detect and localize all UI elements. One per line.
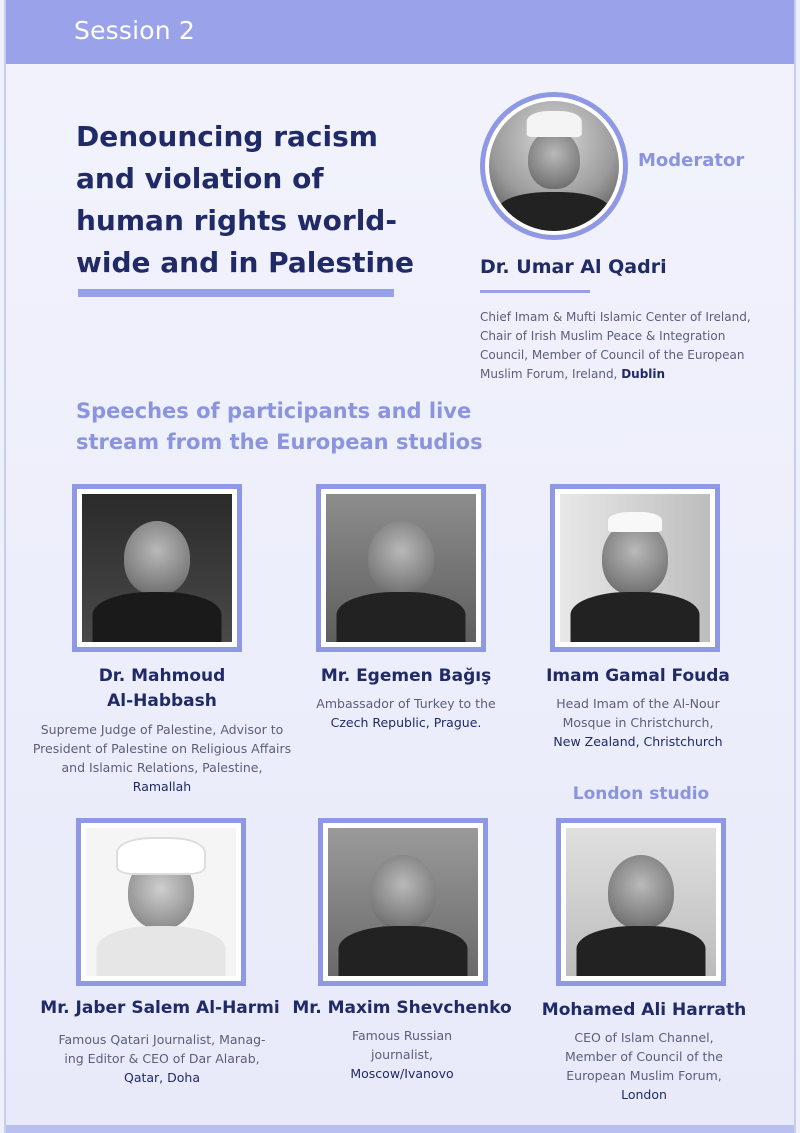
desc-line: Supreme Judge of Palestine, Advisor to xyxy=(40,722,284,737)
participant-photo-shevchenko xyxy=(318,818,488,986)
participant-description xyxy=(32,720,292,796)
participant-description xyxy=(276,694,536,732)
session-label: Session 2 xyxy=(74,16,196,45)
desc-city: London xyxy=(621,1087,667,1102)
title-underline xyxy=(78,289,394,297)
title-line: human rights world- xyxy=(76,204,397,237)
page-title xyxy=(76,116,436,284)
desc-line: European Muslim Forum, xyxy=(566,1068,722,1083)
participant-description xyxy=(514,1028,774,1104)
participant-description xyxy=(272,1026,532,1083)
desc-line: Member of Council of the xyxy=(565,1049,723,1064)
moderator-photo xyxy=(480,92,628,240)
desc-line: Famous Qatari Journalist, Manag- xyxy=(58,1032,266,1047)
participant-photo-fouda xyxy=(550,484,720,652)
heading-line: stream from the European studios xyxy=(76,430,483,454)
desc-line xyxy=(32,1068,292,1087)
title-line: and violation of xyxy=(76,162,324,195)
london-studio-label: London studio xyxy=(572,784,710,804)
desc-line: ing Editor & CEO of Dar Alarab, xyxy=(64,1051,260,1066)
desc-line: President of Palestine on Religious Affairs xyxy=(32,741,292,756)
name-line: Al-Habbash xyxy=(107,691,217,711)
participant-description xyxy=(32,1030,292,1087)
participant-photo-habbash xyxy=(72,484,242,652)
moderator-description xyxy=(480,308,780,384)
desc-city: Moscow/Ivanovo xyxy=(350,1066,454,1081)
session-header-bar xyxy=(6,0,794,64)
speeches-heading xyxy=(76,396,516,458)
moderator-name: Dr. Umar Al Qadri xyxy=(480,256,667,278)
participant-name: Mohamed Ali Harrath xyxy=(541,1000,747,1020)
moderator-role: Moderator xyxy=(638,150,745,171)
desc-line: CEO of Islam Channel, xyxy=(574,1030,714,1045)
desc-city: New Zealand, Christchurch xyxy=(553,734,723,749)
desc-line xyxy=(272,1064,532,1083)
desc-text: Muslim Forum, Ireland, xyxy=(480,367,618,381)
desc-line: Ambassador of Turkey to the xyxy=(316,696,496,711)
desc-line: Council, Member of Council of the European xyxy=(480,348,745,362)
footer-bar xyxy=(6,1125,794,1133)
participant-description xyxy=(508,694,768,751)
desc-city: Dublin xyxy=(621,367,666,381)
desc-line xyxy=(32,758,292,796)
session-page xyxy=(4,0,796,1133)
participant-name xyxy=(42,664,282,714)
moderator-underline xyxy=(480,290,590,293)
desc-line: Head Imam of the Al-Nour xyxy=(556,696,720,711)
desc-line: Mosque in Christchurch, xyxy=(562,715,714,730)
desc-line xyxy=(508,732,768,751)
desc-city: Qatar, Doha xyxy=(123,1070,200,1085)
participant-name: Mr. Maxim Shevchenko xyxy=(292,998,512,1018)
title-line: wide and in Palestine xyxy=(76,246,414,279)
participant-name: Imam Gamal Fouda xyxy=(546,666,730,686)
desc-line: journalist, xyxy=(371,1047,433,1062)
desc-line xyxy=(276,713,536,732)
participant-name: Mr. Jaber Salem Al-Harmi xyxy=(40,998,280,1018)
desc-line: Chief Imam & Mufti Islamic Center of Ireland, xyxy=(480,310,751,324)
participant-photo-bagis xyxy=(316,484,486,652)
desc-text: and Islamic Relations, Palestine, xyxy=(61,760,263,775)
participant-photo-harrath xyxy=(556,818,726,986)
desc-city: Ramallah xyxy=(132,779,192,794)
desc-line: Chair of Irish Muslim Peace & Integration xyxy=(480,329,726,343)
heading-line: Speeches of participants and live xyxy=(76,399,472,423)
participant-name: Mr. Egemen Bağış xyxy=(320,666,492,686)
desc-city: Czech Republic, Prague. xyxy=(330,715,482,730)
desc-line xyxy=(514,1085,774,1104)
name-line: Dr. Mahmoud xyxy=(98,666,226,686)
title-line: Denouncing racism xyxy=(76,120,378,153)
desc-line: Famous Russian xyxy=(351,1028,453,1043)
desc-line xyxy=(480,365,780,384)
participant-photo-harmi xyxy=(76,818,246,986)
